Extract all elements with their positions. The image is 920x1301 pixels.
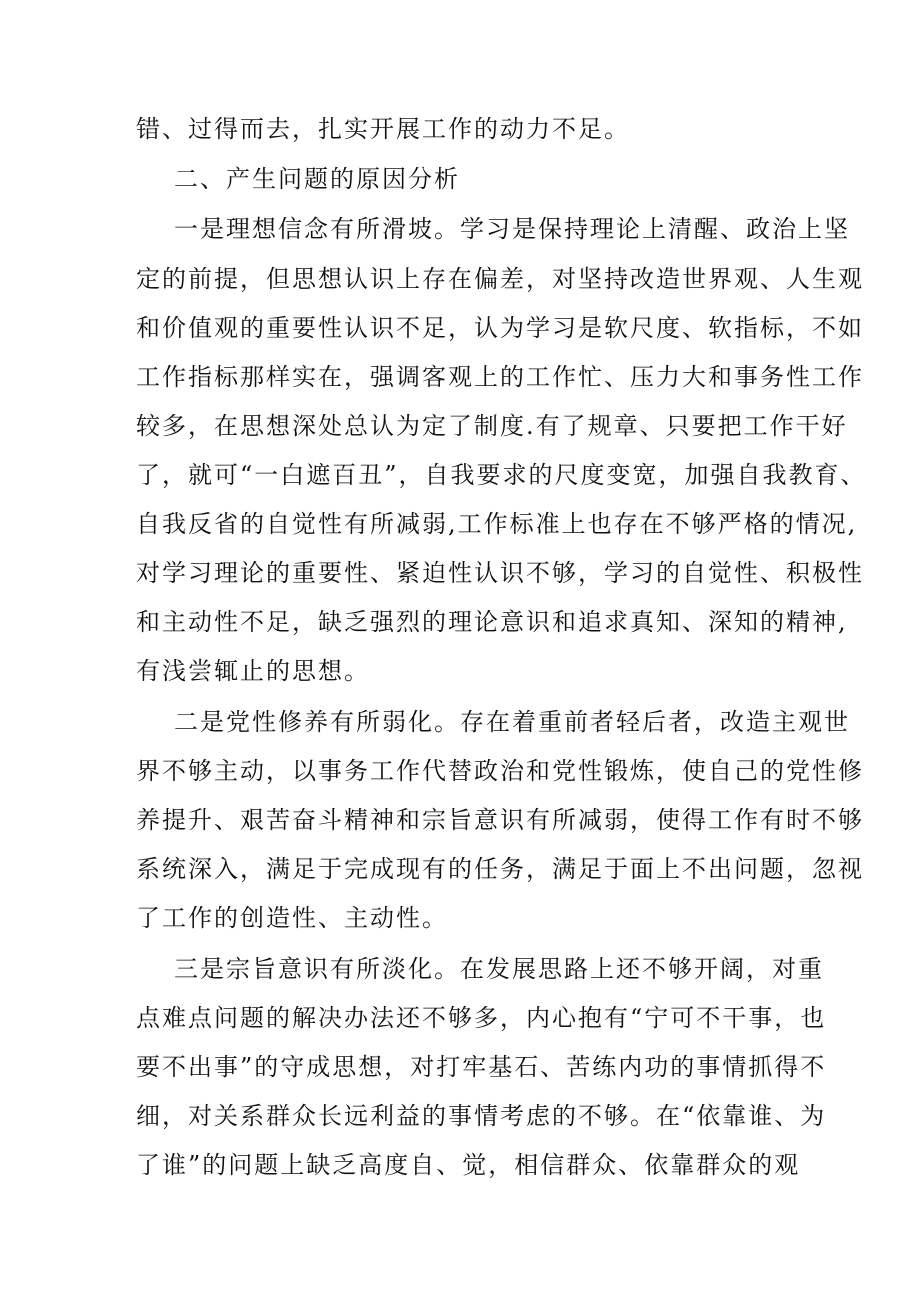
text-line-4: 定的前提，但思想认识上存在偏差，对坚持改造世界观、人生观 bbox=[136, 265, 864, 293]
text-line-17: 了工作的创造性、主动性。 bbox=[136, 904, 448, 932]
text-line-9: 自我反省的自觉性有所减弱,工作标准上也存在不够严格的情况, bbox=[136, 510, 858, 538]
text-line-11: 和主动性不足，缺乏强烈的理论意识和追求真知、深知的精神, bbox=[136, 608, 848, 636]
text-line-13: 二是党性修养有所弱化。存在着重前者轻后者，改造主观世 bbox=[174, 708, 850, 736]
text-line-5: 和价值观的重要性认识不足，认为学习是软尺度、软指标，不如 bbox=[136, 314, 864, 342]
text-line-7: 较多，在思想深处总认为定了制度.有了规章、只要把工作干好 bbox=[136, 412, 848, 440]
text-line-22: 了谁”的问题上缺乏高度自、觉，相信群众、依靠群众的观 bbox=[136, 1151, 801, 1179]
text-line-3: 一是理想信念有所滑坡。学习是保持理论上清醒、政治上坚 bbox=[174, 215, 850, 243]
text-line-12: 有浅尝辄止的思想。 bbox=[136, 657, 370, 685]
text-line-19: 点难点问题的解决办法还不够多，内心抱有“宁可不干事，也 bbox=[136, 1004, 827, 1032]
text-line-1: 错、过得而去，扎实开展工作的动力不足。 bbox=[136, 115, 630, 143]
text-line-10: 对学习理论的重要性、紧迫性认识不够，学习的自觉性、积极性 bbox=[136, 559, 864, 587]
text-line-16: 系统深入，满足于完成现有的任务，满足于面上不出问题，忽视 bbox=[136, 855, 864, 883]
text-line-6: 工作指标那样实在，强调客观上的工作忙、压力大和事务性工作 bbox=[136, 363, 864, 391]
section-heading: 二、产生问题的原因分析 bbox=[174, 165, 460, 193]
text-line-8: 了，就可“一白遮百丑”，自我要求的尺度变宽，加强自我教育、 bbox=[136, 461, 867, 489]
text-line-21: 细，对关系群众长远利益的事情考虑的不够。在“依靠谁、为 bbox=[136, 1102, 827, 1130]
text-line-15: 养提升、艰苦奋斗精神和宗旨意识有所减弱，使得工作有时不够 bbox=[136, 806, 864, 834]
text-line-20: 要不出事”的守成思想，对打牢基石、苦练内功的事情抓得不 bbox=[136, 1053, 827, 1081]
text-line-14: 界不够主动，以事务工作代替政治和党性锻炼，使自己的党性修 bbox=[136, 757, 864, 785]
text-line-18: 三是宗旨意识有所淡化。在发展思路上还不够开阔，对重 bbox=[174, 955, 824, 983]
